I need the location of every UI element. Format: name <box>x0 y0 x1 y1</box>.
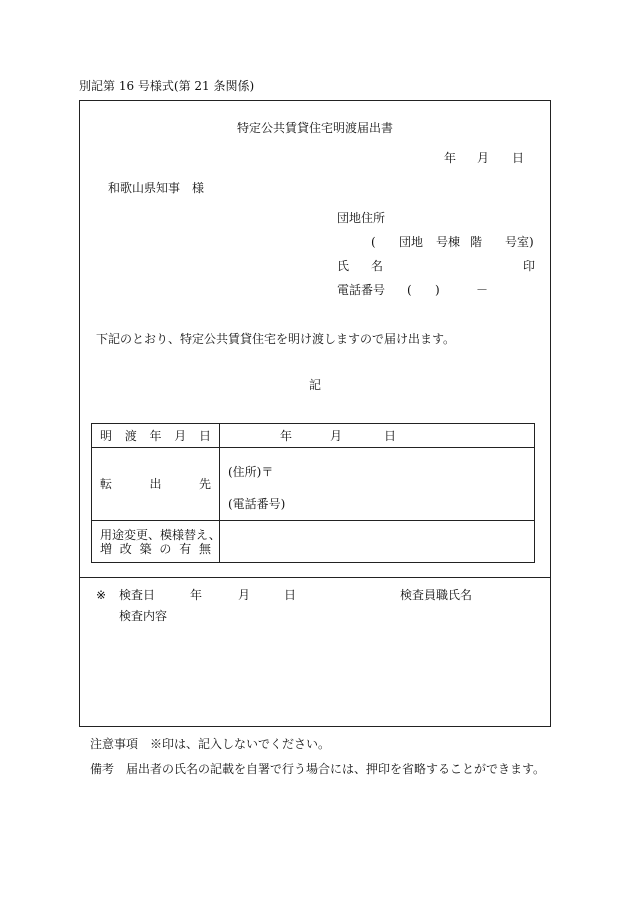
label-char: 増 <box>100 541 113 556</box>
label-char: 築 <box>139 541 152 556</box>
inspector-name-label: 検査員職氏名 <box>400 588 473 602</box>
label-char: の <box>159 541 172 556</box>
date-day: 日 <box>512 151 525 165</box>
destination-phone-label: (電話番号) <box>228 497 286 511</box>
label-char: 年 <box>149 428 162 443</box>
unit-open-paren: ( <box>371 235 376 249</box>
label-char: 月 <box>174 428 187 443</box>
form-reference: 別記第 16 号様式(第 21 条関係) <box>79 79 255 93</box>
phone-dash: － <box>476 283 489 297</box>
label-char: 日 <box>198 428 211 443</box>
inspection-date-label: 検査日 <box>119 588 156 602</box>
label-char: 無 <box>198 541 211 556</box>
phone-label: 電話番号 <box>337 283 386 297</box>
alteration-label <box>92 521 220 563</box>
destination-address-label: (住所)〒 <box>228 465 274 479</box>
remark-note: 備考 届出者の氏名の記載を自署で行う場合には、押印を省略することができます。 <box>90 762 546 776</box>
label-char: 先 <box>198 477 211 491</box>
inspection-content-label: 検査内容 <box>119 609 168 623</box>
destination-label <box>92 448 220 521</box>
moving-date-value[interactable] <box>220 424 535 448</box>
date-month: 月 <box>477 151 490 165</box>
label-char: 改 <box>119 541 132 556</box>
statement: 下記のとおり、特定公共賃貸住宅を明け渡しますので届け出ます。 <box>96 332 456 346</box>
name-label-2: 名 <box>371 259 384 273</box>
label-char: 明 <box>100 428 113 443</box>
label-char: 渡 <box>124 428 137 443</box>
moving-date-year: 年 <box>280 428 293 443</box>
form-title: 特定公共賃貸住宅明渡届出書 <box>236 121 393 135</box>
inspection-day: 日 <box>284 588 297 602</box>
details-table <box>91 423 535 563</box>
caution-note: 注意事項 ※印は、記入しないでください。 <box>90 737 331 751</box>
label-char: 有 <box>179 541 192 556</box>
table-row <box>92 448 535 521</box>
alteration-label-line1: 用途変更、模様替え、 <box>100 527 221 542</box>
label-char: 出 <box>149 477 162 491</box>
table-row <box>92 424 535 448</box>
alteration-value[interactable] <box>220 521 535 563</box>
inspection-month: 月 <box>238 588 251 602</box>
inspection-year: 年 <box>190 588 203 602</box>
phone-open-paren: ( <box>407 283 412 297</box>
address-label: 団地住所 <box>337 211 386 225</box>
phone-close-paren: ) <box>435 283 440 297</box>
moving-date-month: 月 <box>330 428 343 443</box>
moving-date-label <box>92 424 220 448</box>
unit-building: 号棟 <box>436 235 461 249</box>
label-char: 転 <box>100 477 113 491</box>
unit-floor: 階 <box>470 235 483 249</box>
alteration-label-line2 <box>100 542 211 556</box>
moving-date-day: 日 <box>384 428 397 443</box>
addressee: 和歌山県知事 様 <box>108 181 205 195</box>
date-year: 年 <box>444 151 457 165</box>
office-use-mark: ※ <box>96 588 107 602</box>
destination-value[interactable] <box>220 448 535 521</box>
table-row <box>92 521 535 563</box>
seal-mark: 印 <box>523 259 536 273</box>
ki-heading: 記 <box>308 378 321 392</box>
name-label-1: 氏 <box>337 259 350 273</box>
unit-danchi: 団地 <box>399 235 424 249</box>
unit-room: 号室) <box>505 235 534 249</box>
